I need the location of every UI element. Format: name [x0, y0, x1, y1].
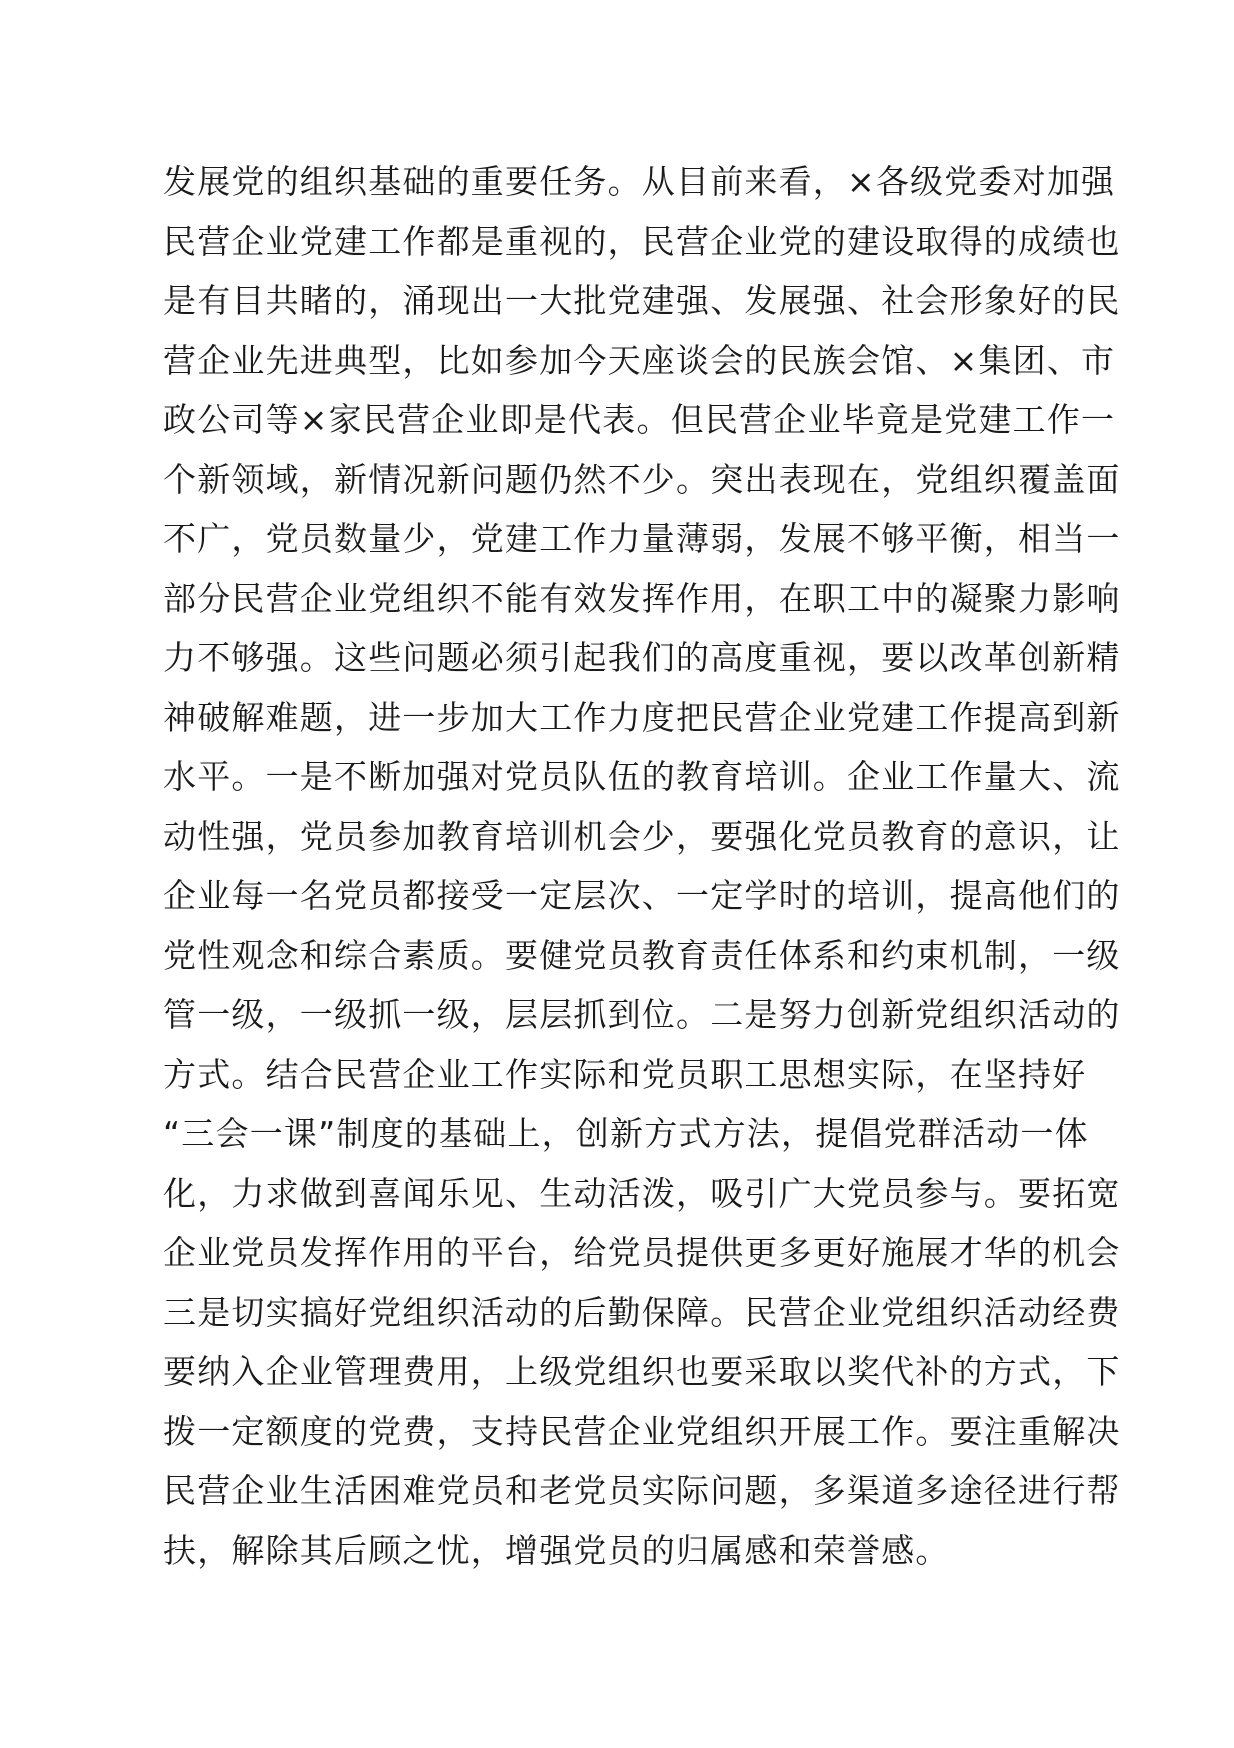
- text-line-18: 化，力求做到喜闻乐见、生动活泼，吸引广大党员参与。要拓宽: [163, 1173, 1121, 1213]
- text-line-12: 动性强，党员参加教育培训机会少，要强化党员教育的意识，让: [163, 816, 1121, 856]
- text-line-10: 神破解难题，进一步加大工作力度把民营企业党建工作提高到新: [163, 697, 1121, 737]
- text-line-20: 三是切实搞好党组织活动的后勤保障。民营企业党组织活动经费: [163, 1292, 1121, 1332]
- text-line-5: 政公司等×家民营企业即是代表。但民营企业毕竟是党建工作一: [163, 400, 1116, 439]
- text-line-22: 拨一定额度的党费，支持民营企业党组织开展工作。要注重解决: [163, 1411, 1121, 1451]
- text-line-13: 企业每一名党员都接受一定层次、一定学时的培训，提高他们的: [163, 876, 1121, 915]
- text-line-11: 水平。一是不断加强对党员队伍的教育培训。企业工作量大、流: [163, 757, 1121, 796]
- text-line-21: 要纳入企业管理费用，上级党组织也要采取以奖代补的方式，下: [163, 1352, 1121, 1391]
- text-line-1: 发展党的组织基础的重要任务。从目前来看，×各级党委对加强: [163, 162, 1116, 201]
- text-line-23: 民营企业生活困难党员和老党员实际问题，多渠道多途径进行帮: [163, 1471, 1121, 1510]
- text-line-19: 企业党员发挥作用的平台，给党员提供更多更好施展才华的机会: [163, 1233, 1121, 1272]
- text-line-8: 部分民营企业党组织不能有效发挥作用，在职工中的凝聚力影响: [163, 578, 1121, 618]
- text-line-7: 不广，党员数量少，党建工作力量薄弱，发展不够平衡，相当一: [163, 519, 1121, 558]
- text-line-3: 是有目共睹的，涌现出一大批党建强、发展强、社会形象好的民: [163, 281, 1121, 320]
- text-line-14: 党性观念和综合素质。要健党员教育责任体系和约束机制，一级: [163, 935, 1121, 975]
- text-line-2: 民营企业党建工作都是重视的，民营企业党的建设取得的成绩也: [163, 221, 1121, 261]
- text-line-16: 方式。结合民营企业工作实际和党员职工思想实际，在坚持好: [163, 1054, 1087, 1094]
- text-line-6: 个新领域，新情况新问题仍然不少。突出表现在，党组织覆盖面: [163, 459, 1121, 499]
- text-line-9: 力不够强。这些问题必须引起我们的高度重视，要以改革创新精: [163, 638, 1121, 677]
- text-line-4: 营企业先进典型，比如参加今天座谈会的民族会馆、×集团、市: [163, 340, 1116, 380]
- text-line-15: 管一级，一级抓一级，层层抓到位。二是努力创新党组织活动的: [163, 995, 1121, 1034]
- body-paragraph: [163, 152, 1123, 1580]
- text-line-17: “三会一课”制度的基础上，创新方式方法，提倡党群活动一体: [163, 1114, 1089, 1153]
- text-line-24: 扶，解除其后顾之忧，增强党员的归属感和荣誉感。: [163, 1530, 950, 1570]
